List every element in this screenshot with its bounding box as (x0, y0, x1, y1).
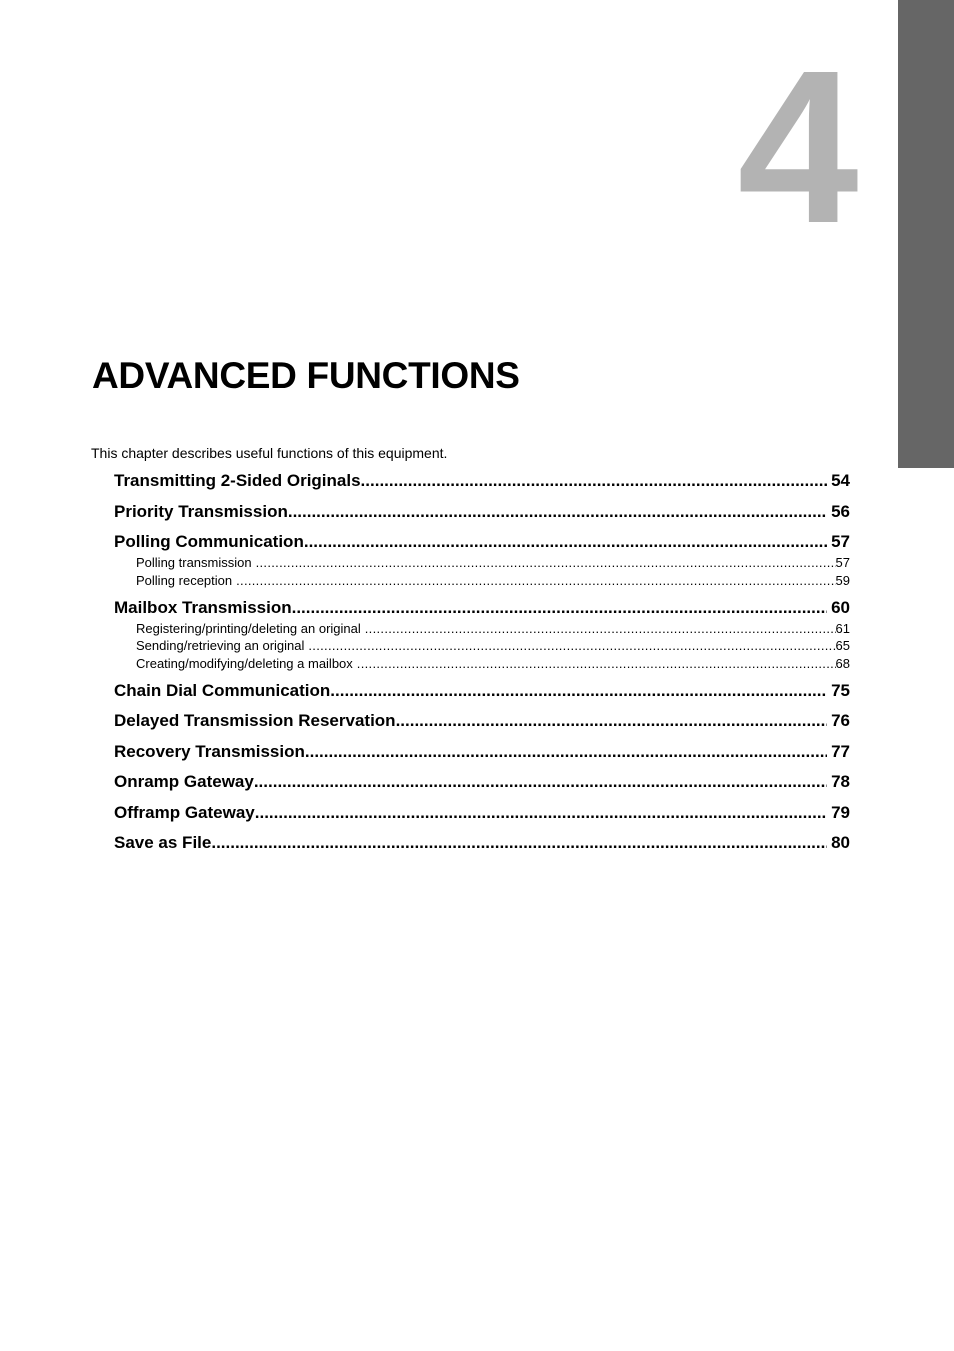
toc-subentry-title: Creating/modifying/deleting a mailbox (136, 655, 353, 671)
toc-subentry-title: Polling reception (136, 572, 233, 588)
toc-leader-dots (304, 530, 827, 554)
toc-entry[interactable] (114, 831, 850, 855)
toc-entry-page: 60 (831, 597, 850, 617)
toc-entry-title: Offramp Gateway (114, 802, 255, 822)
toc-subentry[interactable] (114, 620, 850, 638)
toc-leader-dots (236, 572, 835, 590)
table-of-contents (114, 469, 850, 855)
toc-entry[interactable] (114, 679, 850, 703)
toc-entry-page: 77 (831, 741, 850, 761)
toc-entry-title: Delayed Transmission Reservation (114, 711, 396, 730)
toc-entry[interactable] (114, 469, 850, 493)
toc-entry[interactable] (114, 530, 850, 554)
toc-entry[interactable] (114, 770, 850, 794)
toc-subentry-title: Sending/retrieving an original (136, 638, 305, 653)
chapter-side-tab (898, 0, 954, 468)
toc-entry-page: 56 (831, 501, 850, 521)
toc-entry[interactable] (114, 500, 850, 524)
toc-leader-dots (396, 709, 828, 733)
toc-leader-dots (288, 500, 827, 524)
toc-subentry-title: Polling transmission (136, 555, 252, 570)
toc-leader-dots (255, 801, 827, 825)
toc-entry-page: 57 (831, 532, 850, 551)
toc-leader-dots (330, 679, 827, 703)
toc-leader-dots (254, 770, 827, 794)
toc-leader-dots (305, 740, 827, 764)
toc-leader-dots (292, 596, 827, 620)
toc-entry-page: 76 (831, 711, 850, 730)
toc-leader-dots (361, 469, 828, 493)
toc-entry-title: Mailbox Transmission (114, 597, 292, 617)
toc-leader-dots (308, 637, 835, 655)
toc-entry-title: Onramp Gateway (114, 772, 254, 791)
toc-subentry-title: Registering/printing/deleting an original (136, 620, 361, 636)
toc-subentry-page: 59 (835, 572, 850, 588)
toc-subentry-page: 57 (835, 555, 850, 570)
toc-subentry-page: 61 (835, 620, 850, 636)
toc-entry-title: Priority Transmission (114, 501, 288, 521)
toc-subentry[interactable] (114, 637, 850, 655)
toc-entry-page: 78 (831, 772, 850, 791)
toc-subentry[interactable] (114, 554, 850, 572)
toc-entry-title: Save as File (114, 833, 212, 852)
toc-leader-dots (357, 655, 836, 673)
toc-leader-dots (211, 831, 827, 855)
toc-entry-page: 80 (831, 833, 850, 852)
toc-entry[interactable] (114, 740, 850, 764)
toc-entry[interactable] (114, 709, 850, 733)
toc-subentry[interactable] (114, 655, 850, 673)
toc-entry-page: 79 (831, 802, 850, 822)
toc-entry-page: 54 (831, 471, 850, 490)
toc-leader-dots (256, 554, 836, 572)
chapter-number: 4 (737, 26, 859, 269)
toc-entry-title: Polling Communication (114, 532, 304, 551)
toc-entry-page: 75 (831, 680, 850, 700)
toc-entry[interactable] (114, 801, 850, 825)
toc-entry-title: Chain Dial Communication (114, 680, 331, 700)
toc-leader-dots (365, 620, 836, 638)
toc-subentry-page: 68 (835, 655, 850, 671)
toc-entry-title: Transmitting 2-Sided Originals (114, 471, 361, 490)
toc-entry-title: Recovery Transmission (114, 741, 305, 761)
toc-entry[interactable] (114, 596, 850, 620)
toc-subentry[interactable] (114, 572, 850, 590)
toc-subentry-page: 65 (835, 638, 850, 653)
chapter-title: ADVANCED FUNCTIONS (92, 355, 520, 396)
chapter-intro: This chapter describes useful functions of this equipment. (91, 445, 448, 461)
